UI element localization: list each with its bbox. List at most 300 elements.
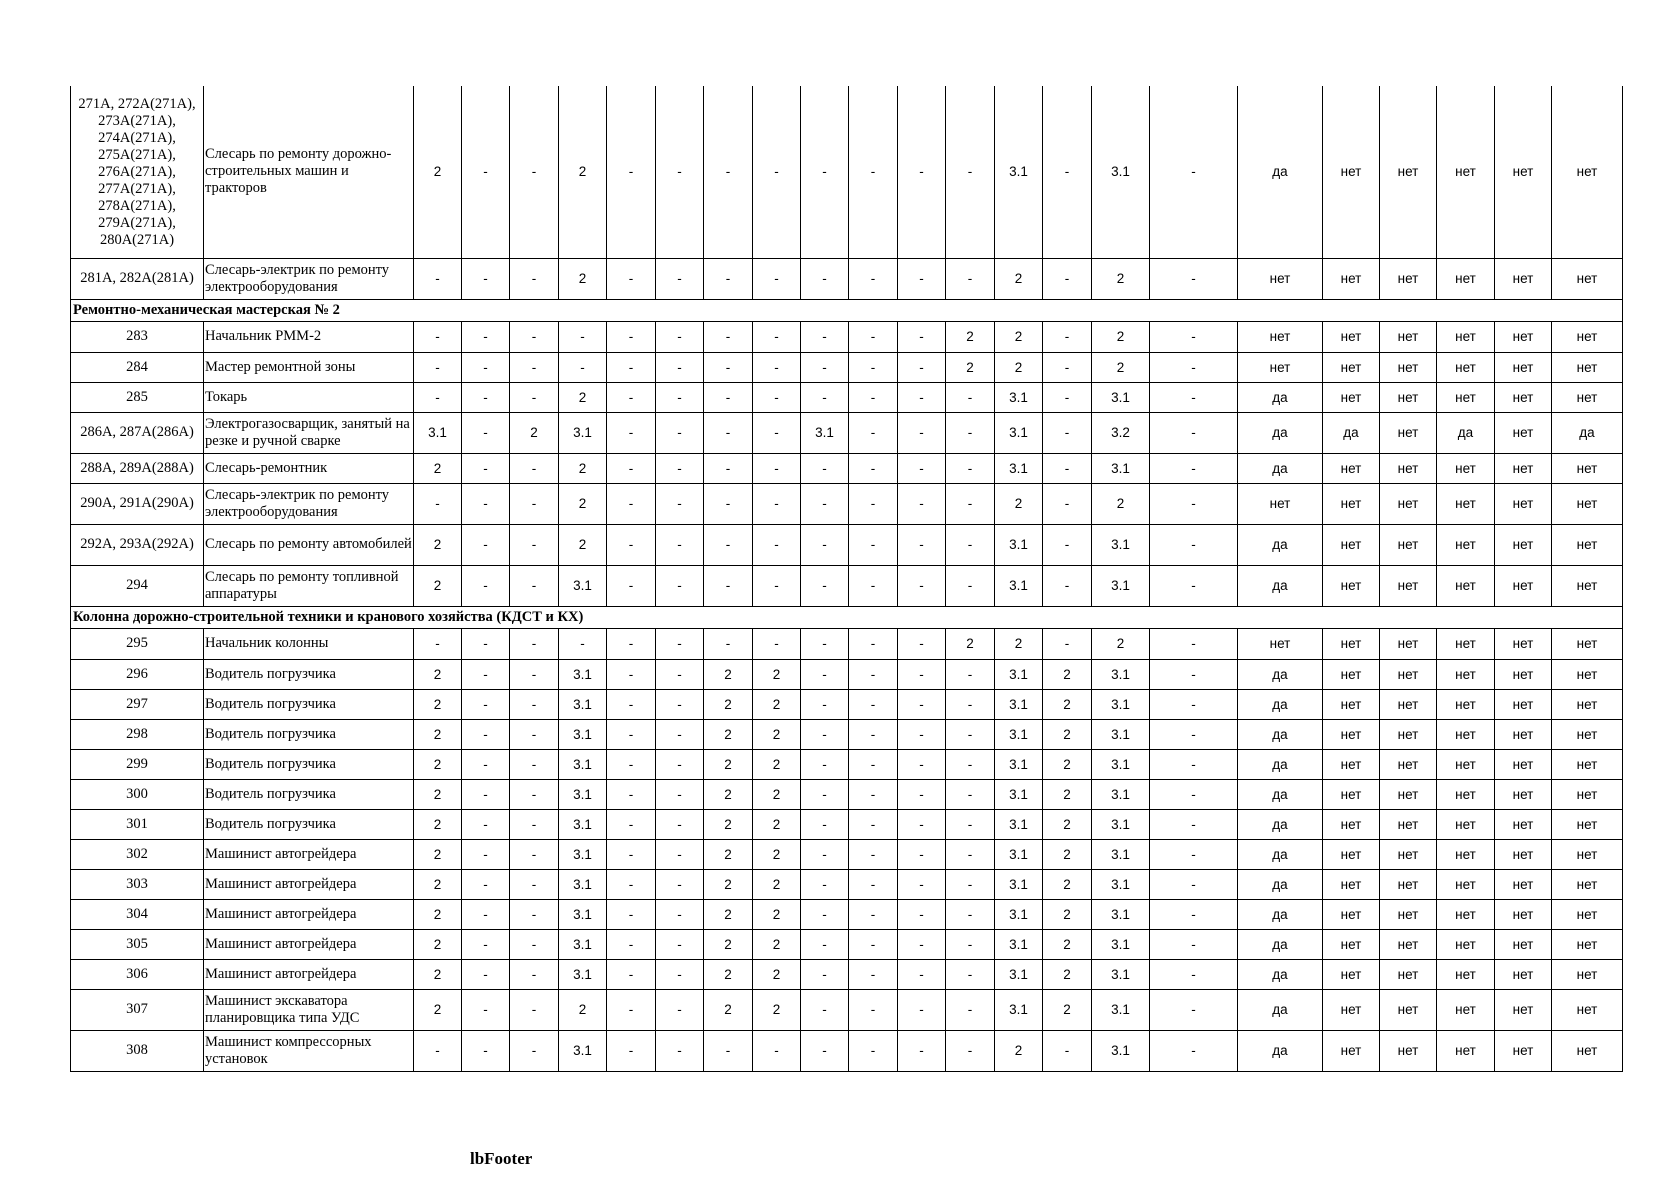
value-cell: нет bbox=[1437, 483, 1495, 524]
value-cell: нет bbox=[1380, 839, 1437, 869]
value-cell: - bbox=[510, 719, 559, 749]
table-row bbox=[71, 809, 1623, 839]
value-cell: 2 bbox=[414, 989, 462, 1030]
value-cell: - bbox=[849, 719, 898, 749]
value-cell: 3.1 bbox=[1092, 899, 1150, 929]
value-cell: нет bbox=[1552, 719, 1623, 749]
position-name: Начальник колонны bbox=[204, 628, 414, 659]
table-row bbox=[71, 899, 1623, 929]
value-cell: нет bbox=[1495, 659, 1552, 689]
workplace-number: 307 bbox=[71, 989, 204, 1030]
value-cell: - bbox=[607, 412, 656, 453]
value-cell: 3.1 bbox=[995, 86, 1043, 258]
value-cell: 3.1 bbox=[1092, 1030, 1150, 1071]
value-cell: - bbox=[607, 689, 656, 719]
value-cell: - bbox=[607, 258, 656, 299]
value-cell: - bbox=[656, 689, 704, 719]
section-header-row bbox=[71, 299, 1623, 321]
value-cell: нет bbox=[1437, 779, 1495, 809]
value-cell: 2 bbox=[414, 779, 462, 809]
value-cell: 2 bbox=[414, 899, 462, 929]
value-cell: - bbox=[510, 809, 559, 839]
value-cell: 3.1 bbox=[995, 565, 1043, 606]
value-cell: 2 bbox=[704, 839, 753, 869]
value-cell: нет bbox=[1437, 352, 1495, 382]
value-cell: нет bbox=[1437, 659, 1495, 689]
value-cell: нет bbox=[1552, 453, 1623, 483]
value-cell: - bbox=[462, 524, 510, 565]
value-cell: - bbox=[656, 869, 704, 899]
value-cell: 2 bbox=[414, 565, 462, 606]
table-row bbox=[71, 689, 1623, 719]
value-cell: - bbox=[656, 1030, 704, 1071]
value-cell: 3.2 bbox=[1092, 412, 1150, 453]
value-cell: нет bbox=[1323, 959, 1380, 989]
value-cell: - bbox=[656, 352, 704, 382]
value-cell: - bbox=[898, 749, 946, 779]
value-cell: - bbox=[1043, 321, 1092, 352]
value-cell: - bbox=[946, 959, 995, 989]
value-cell: - bbox=[849, 989, 898, 1030]
value-cell: - bbox=[849, 628, 898, 659]
value-cell: - bbox=[849, 779, 898, 809]
value-cell: - bbox=[849, 809, 898, 839]
value-cell: - bbox=[462, 453, 510, 483]
position-name: Слесарь по ремонту топливной аппаратуры bbox=[204, 565, 414, 606]
value-cell: - bbox=[898, 453, 946, 483]
value-cell: нет bbox=[1495, 1030, 1552, 1071]
value-cell: 2 bbox=[753, 839, 801, 869]
value-cell: нет bbox=[1552, 483, 1623, 524]
value-cell: нет bbox=[1495, 321, 1552, 352]
value-cell: - bbox=[1150, 86, 1238, 258]
table-row bbox=[71, 959, 1623, 989]
table-row bbox=[71, 258, 1623, 299]
value-cell: - bbox=[656, 989, 704, 1030]
value-cell: - bbox=[946, 749, 995, 779]
value-cell: 2 bbox=[753, 959, 801, 989]
value-cell: 2 bbox=[559, 483, 607, 524]
value-cell: - bbox=[801, 989, 849, 1030]
table-row bbox=[71, 839, 1623, 869]
value-cell: 3.1 bbox=[995, 989, 1043, 1030]
value-cell: нет bbox=[1552, 659, 1623, 689]
value-cell: - bbox=[849, 565, 898, 606]
value-cell: - bbox=[801, 749, 849, 779]
value-cell: - bbox=[559, 352, 607, 382]
value-cell: нет bbox=[1552, 869, 1623, 899]
value-cell: да bbox=[1238, 719, 1323, 749]
position-name: Электрогазосварщик, занятый на резке и ручной сварке bbox=[204, 412, 414, 453]
value-cell: - bbox=[849, 839, 898, 869]
value-cell: нет bbox=[1552, 899, 1623, 929]
value-cell: - bbox=[1150, 749, 1238, 779]
value-cell: - bbox=[1043, 483, 1092, 524]
value-cell: 2 bbox=[753, 869, 801, 899]
value-cell: - bbox=[607, 352, 656, 382]
position-name: Начальник РММ-2 bbox=[204, 321, 414, 352]
value-cell: нет bbox=[1437, 321, 1495, 352]
value-cell: 2 bbox=[1043, 749, 1092, 779]
position-name: Машинист автогрейдера bbox=[204, 899, 414, 929]
value-cell: да bbox=[1238, 453, 1323, 483]
value-cell: - bbox=[414, 483, 462, 524]
value-cell: 3.1 bbox=[559, 719, 607, 749]
value-cell: нет bbox=[1380, 483, 1437, 524]
value-cell: - bbox=[849, 483, 898, 524]
value-cell: 3.1 bbox=[1092, 659, 1150, 689]
value-cell: 3.1 bbox=[995, 524, 1043, 565]
value-cell: - bbox=[898, 565, 946, 606]
value-cell: - bbox=[849, 86, 898, 258]
value-cell: да bbox=[1238, 989, 1323, 1030]
value-cell: нет bbox=[1323, 869, 1380, 899]
value-cell: - bbox=[510, 869, 559, 899]
value-cell: нет bbox=[1437, 929, 1495, 959]
value-cell: - bbox=[753, 1030, 801, 1071]
value-cell: нет bbox=[1380, 809, 1437, 839]
value-cell: нет bbox=[1437, 899, 1495, 929]
value-cell: - bbox=[462, 779, 510, 809]
value-cell: - bbox=[656, 959, 704, 989]
value-cell: - bbox=[898, 628, 946, 659]
value-cell: - bbox=[946, 989, 995, 1030]
value-cell: 3.1 bbox=[995, 839, 1043, 869]
value-cell: - bbox=[753, 352, 801, 382]
value-cell: - bbox=[1150, 352, 1238, 382]
value-cell: - bbox=[510, 779, 559, 809]
value-cell: нет bbox=[1495, 869, 1552, 899]
value-cell: - bbox=[656, 321, 704, 352]
position-name: Слесарь-электрик по ремонту электрооборудования bbox=[204, 483, 414, 524]
value-cell: - bbox=[898, 809, 946, 839]
value-cell: - bbox=[946, 779, 995, 809]
value-cell: - bbox=[462, 929, 510, 959]
value-cell: 2 bbox=[1092, 321, 1150, 352]
value-cell: 3.1 bbox=[559, 659, 607, 689]
workplace-number: 299 bbox=[71, 749, 204, 779]
value-cell: нет bbox=[1380, 86, 1437, 258]
workplace-number: 290А, 291А(290А) bbox=[71, 483, 204, 524]
value-cell: 2 bbox=[753, 779, 801, 809]
value-cell: - bbox=[849, 929, 898, 959]
value-cell: 3.1 bbox=[1092, 809, 1150, 839]
workplace-number: 301 bbox=[71, 809, 204, 839]
value-cell: - bbox=[704, 565, 753, 606]
value-cell: - bbox=[1043, 382, 1092, 412]
value-cell: - bbox=[462, 628, 510, 659]
value-cell: - bbox=[1043, 524, 1092, 565]
value-cell: нет bbox=[1495, 565, 1552, 606]
value-cell: - bbox=[510, 352, 559, 382]
value-cell: да bbox=[1552, 412, 1623, 453]
value-cell: - bbox=[946, 565, 995, 606]
table-row bbox=[71, 869, 1623, 899]
value-cell: нет bbox=[1238, 321, 1323, 352]
workplace-number: 281А, 282А(281А) bbox=[71, 258, 204, 299]
position-name: Токарь bbox=[204, 382, 414, 412]
value-cell: нет bbox=[1552, 959, 1623, 989]
value-cell: нет bbox=[1323, 839, 1380, 869]
value-cell: - bbox=[898, 86, 946, 258]
value-cell: - bbox=[1150, 719, 1238, 749]
workplace-number: 271А, 272А(271А), 273А(271А), 274А(271А), 275А(271А), 276А(271А), 277А(271А), 278А(271А), 279А(271А), 280А(271А) bbox=[71, 86, 204, 258]
value-cell: - bbox=[510, 689, 559, 719]
value-cell: - bbox=[849, 382, 898, 412]
value-cell: - bbox=[849, 689, 898, 719]
value-cell: 2 bbox=[704, 989, 753, 1030]
value-cell: - bbox=[607, 1030, 656, 1071]
value-cell: 3.1 bbox=[1092, 453, 1150, 483]
value-cell: - bbox=[607, 453, 656, 483]
value-cell: нет bbox=[1380, 453, 1437, 483]
value-cell: 2 bbox=[946, 628, 995, 659]
value-cell: - bbox=[462, 382, 510, 412]
value-cell: - bbox=[656, 628, 704, 659]
value-cell: - bbox=[1150, 809, 1238, 839]
value-cell: 2 bbox=[704, 749, 753, 779]
value-cell: нет bbox=[1437, 689, 1495, 719]
position-name: Слесарь-электрик по ремонту электрооборудования bbox=[204, 258, 414, 299]
value-cell: да bbox=[1238, 382, 1323, 412]
value-cell: 3.1 bbox=[1092, 719, 1150, 749]
value-cell: нет bbox=[1495, 628, 1552, 659]
value-cell: - bbox=[801, 258, 849, 299]
value-cell: нет bbox=[1380, 989, 1437, 1030]
value-cell: нет bbox=[1380, 869, 1437, 899]
value-cell: да bbox=[1238, 749, 1323, 779]
value-cell: - bbox=[510, 453, 559, 483]
workplace-number: 304 bbox=[71, 899, 204, 929]
value-cell: - bbox=[656, 749, 704, 779]
value-cell: - bbox=[849, 412, 898, 453]
value-cell: да bbox=[1238, 959, 1323, 989]
value-cell: нет bbox=[1380, 689, 1437, 719]
value-cell: - bbox=[1150, 899, 1238, 929]
value-cell: 3.1 bbox=[1092, 749, 1150, 779]
value-cell: - bbox=[946, 1030, 995, 1071]
table-row bbox=[71, 86, 1623, 258]
workplace-number: 295 bbox=[71, 628, 204, 659]
value-cell: нет bbox=[1323, 899, 1380, 929]
value-cell: - bbox=[704, 483, 753, 524]
value-cell: - bbox=[801, 86, 849, 258]
value-cell: - bbox=[946, 483, 995, 524]
value-cell: 2 bbox=[414, 719, 462, 749]
value-cell: - bbox=[510, 483, 559, 524]
value-cell: - bbox=[849, 1030, 898, 1071]
value-cell: - bbox=[849, 453, 898, 483]
value-cell: нет bbox=[1323, 689, 1380, 719]
value-cell: 3.1 bbox=[559, 959, 607, 989]
workplace-number: 297 bbox=[71, 689, 204, 719]
value-cell: - bbox=[753, 453, 801, 483]
value-cell: - bbox=[946, 869, 995, 899]
section-header-row bbox=[71, 606, 1623, 628]
workplace-number: 300 bbox=[71, 779, 204, 809]
value-cell: да bbox=[1238, 929, 1323, 959]
value-cell: - bbox=[462, 869, 510, 899]
value-cell: - bbox=[753, 412, 801, 453]
value-cell: 3.1 bbox=[559, 809, 607, 839]
position-name: Машинист автогрейдера bbox=[204, 869, 414, 899]
table-row bbox=[71, 453, 1623, 483]
value-cell: нет bbox=[1552, 352, 1623, 382]
value-cell: - bbox=[898, 839, 946, 869]
value-cell: нет bbox=[1437, 524, 1495, 565]
workplace-number: 302 bbox=[71, 839, 204, 869]
value-cell: - bbox=[704, 412, 753, 453]
value-cell: - bbox=[898, 989, 946, 1030]
value-cell: 2 bbox=[946, 321, 995, 352]
workplace-number: 286А, 287А(286А) bbox=[71, 412, 204, 453]
value-cell: нет bbox=[1437, 86, 1495, 258]
section-title: Ремонтно-механическая мастерская № 2 bbox=[71, 299, 1623, 321]
value-cell: нет bbox=[1323, 352, 1380, 382]
value-cell: нет bbox=[1552, 839, 1623, 869]
page-footer: lbFooter bbox=[470, 1149, 533, 1168]
value-cell: 2 bbox=[1043, 989, 1092, 1030]
value-cell: нет bbox=[1495, 483, 1552, 524]
value-cell: нет bbox=[1495, 779, 1552, 809]
value-cell: - bbox=[801, 689, 849, 719]
value-cell: - bbox=[898, 483, 946, 524]
value-cell: - bbox=[898, 1030, 946, 1071]
value-cell: - bbox=[801, 565, 849, 606]
value-cell: нет bbox=[1552, 749, 1623, 779]
value-cell: - bbox=[607, 628, 656, 659]
value-cell: нет bbox=[1495, 453, 1552, 483]
workplace-number: 284 bbox=[71, 352, 204, 382]
value-cell: - bbox=[510, 989, 559, 1030]
value-cell: - bbox=[462, 352, 510, 382]
value-cell: - bbox=[414, 258, 462, 299]
table-row bbox=[71, 719, 1623, 749]
value-cell: - bbox=[607, 565, 656, 606]
value-cell: - bbox=[898, 959, 946, 989]
value-cell: 2 bbox=[1043, 929, 1092, 959]
value-cell: - bbox=[607, 899, 656, 929]
value-cell: да bbox=[1238, 899, 1323, 929]
position-name: Машинист экскаватора планировщика типа УДС bbox=[204, 989, 414, 1030]
value-cell: 3.1 bbox=[1092, 779, 1150, 809]
value-cell: - bbox=[704, 1030, 753, 1071]
value-cell: - bbox=[801, 524, 849, 565]
value-cell: - bbox=[946, 412, 995, 453]
value-cell: - bbox=[801, 1030, 849, 1071]
value-cell: нет bbox=[1495, 899, 1552, 929]
value-cell: - bbox=[414, 382, 462, 412]
table-row bbox=[71, 565, 1623, 606]
value-cell: нет bbox=[1495, 719, 1552, 749]
value-cell: нет bbox=[1380, 719, 1437, 749]
value-cell: - bbox=[753, 258, 801, 299]
value-cell: нет bbox=[1323, 779, 1380, 809]
value-cell: - bbox=[704, 524, 753, 565]
value-cell: - bbox=[607, 719, 656, 749]
value-cell: нет bbox=[1437, 719, 1495, 749]
value-cell: - bbox=[607, 749, 656, 779]
value-cell: нет bbox=[1552, 565, 1623, 606]
workplace-number: 294 bbox=[71, 565, 204, 606]
value-cell: - bbox=[801, 382, 849, 412]
workplace-number: 283 bbox=[71, 321, 204, 352]
value-cell: да bbox=[1323, 412, 1380, 453]
value-cell: - bbox=[946, 839, 995, 869]
value-cell: - bbox=[656, 453, 704, 483]
value-cell: нет bbox=[1323, 628, 1380, 659]
value-cell: - bbox=[946, 524, 995, 565]
value-cell: нет bbox=[1495, 689, 1552, 719]
value-cell: нет bbox=[1238, 352, 1323, 382]
value-cell: - bbox=[462, 749, 510, 779]
value-cell: нет bbox=[1380, 959, 1437, 989]
table-row bbox=[71, 779, 1623, 809]
value-cell: - bbox=[1150, 779, 1238, 809]
value-cell: - bbox=[656, 565, 704, 606]
table-row bbox=[71, 1030, 1623, 1071]
value-cell: - bbox=[704, 628, 753, 659]
value-cell: 3.1 bbox=[559, 412, 607, 453]
value-cell: - bbox=[1150, 453, 1238, 483]
value-cell: нет bbox=[1552, 258, 1623, 299]
value-cell: - bbox=[607, 659, 656, 689]
value-cell: нет bbox=[1380, 352, 1437, 382]
value-cell: 3.1 bbox=[995, 959, 1043, 989]
value-cell: 2 bbox=[753, 719, 801, 749]
value-cell: 2 bbox=[1043, 899, 1092, 929]
value-cell: - bbox=[656, 659, 704, 689]
value-cell: 2 bbox=[559, 258, 607, 299]
position-name: Водитель погрузчика bbox=[204, 659, 414, 689]
value-cell: - bbox=[607, 869, 656, 899]
value-cell: 2 bbox=[1043, 659, 1092, 689]
value-cell: 3.1 bbox=[995, 719, 1043, 749]
value-cell: нет bbox=[1495, 352, 1552, 382]
value-cell: 2 bbox=[704, 929, 753, 959]
value-cell: 2 bbox=[1043, 869, 1092, 899]
value-cell: нет bbox=[1495, 258, 1552, 299]
value-cell: - bbox=[1150, 412, 1238, 453]
value-cell: - bbox=[946, 86, 995, 258]
value-cell: нет bbox=[1323, 258, 1380, 299]
value-cell: - bbox=[946, 258, 995, 299]
value-cell: - bbox=[510, 659, 559, 689]
value-cell: - bbox=[656, 839, 704, 869]
value-cell: нет bbox=[1323, 809, 1380, 839]
value-cell: 2 bbox=[995, 321, 1043, 352]
value-cell: - bbox=[898, 929, 946, 959]
table-row bbox=[71, 352, 1623, 382]
value-cell: - bbox=[656, 899, 704, 929]
value-cell: 2 bbox=[1043, 959, 1092, 989]
value-cell: да bbox=[1238, 809, 1323, 839]
value-cell: 3.1 bbox=[559, 749, 607, 779]
value-cell: 2 bbox=[1043, 809, 1092, 839]
value-cell: - bbox=[510, 899, 559, 929]
value-cell: - bbox=[801, 453, 849, 483]
value-cell: 3.1 bbox=[559, 839, 607, 869]
position-name: Мастер ремонтной зоны bbox=[204, 352, 414, 382]
value-cell: - bbox=[559, 321, 607, 352]
table-row bbox=[71, 628, 1623, 659]
value-cell: - bbox=[462, 959, 510, 989]
value-cell: нет bbox=[1437, 382, 1495, 412]
value-cell: 2 bbox=[414, 689, 462, 719]
value-cell: - bbox=[1150, 382, 1238, 412]
value-cell: - bbox=[607, 989, 656, 1030]
value-cell: 2 bbox=[414, 809, 462, 839]
